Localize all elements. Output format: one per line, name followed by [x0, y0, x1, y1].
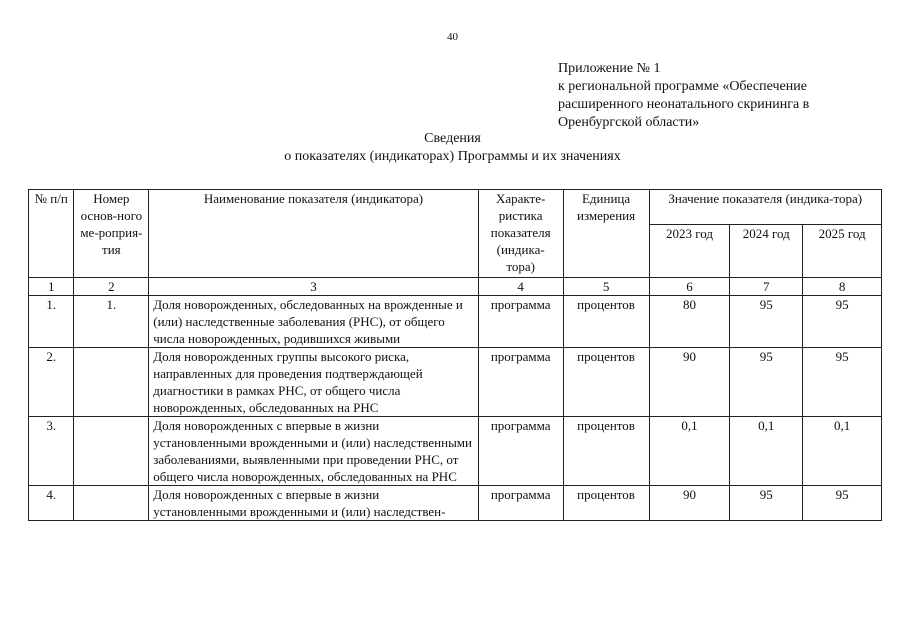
row-num: 2. [29, 348, 74, 417]
appendix-line: Оренбургской области» [558, 115, 700, 130]
indicators-table [28, 189, 882, 521]
table-row [29, 296, 882, 348]
row-value-2023: 0,1 [649, 417, 730, 486]
header-value-group: Значение показателя (индика-тора) [649, 190, 881, 225]
column-number: 1 [29, 278, 74, 296]
row-measure [74, 417, 149, 486]
row-measure [74, 486, 149, 521]
row-unit: процентов [563, 486, 649, 521]
header-num: № п/п [29, 190, 74, 278]
page-number: 40 [447, 31, 458, 43]
row-value-2024: 0,1 [730, 417, 803, 486]
column-number: 5 [563, 278, 649, 296]
row-num: 4. [29, 486, 74, 521]
header-characteristic: Характе-ристика показателя (индика-тора) [478, 190, 563, 278]
table-row [29, 417, 882, 486]
column-number: 4 [478, 278, 563, 296]
header-name: Наименование показателя (индикатора) [149, 190, 478, 278]
header-year-2025: 2025 год [803, 225, 882, 278]
row-value-2025: 0,1 [803, 417, 882, 486]
appendix-note [558, 60, 878, 132]
row-value-2023: 90 [649, 486, 730, 521]
row-unit: процентов [563, 296, 649, 348]
header-year-2024: 2024 год [730, 225, 803, 278]
appendix-line: расширенного неонатального скрининга в [558, 97, 810, 112]
row-value-2024: 95 [730, 296, 803, 348]
column-number: 2 [74, 278, 149, 296]
row-measure [74, 348, 149, 417]
table-row [29, 486, 882, 521]
row-characteristic: программа [478, 348, 563, 417]
row-unit: процентов [563, 348, 649, 417]
row-indicator-name: Доля новорожденных с впервые в жизни установленными врожденными и (или) наследственными заболеваниями, выявленными при проведении РНС, от общего числа новорожденных, обследованных на РНС [149, 417, 478, 486]
row-value-2024: 95 [730, 486, 803, 521]
header-unit: Единица измерения [563, 190, 649, 278]
row-characteristic: программа [478, 486, 563, 521]
row-measure: 1. [74, 296, 149, 348]
row-indicator-name: Доля новорожденных с впервые в жизни установленными врожденными и (или) наследствен- [149, 486, 478, 521]
header-row [29, 190, 882, 225]
header-year-2023: 2023 год [649, 225, 730, 278]
row-indicator-name: Доля новорожденных, обследованных на врожденные и (или) наследственные заболевания (РНС), от общего числа новорожденных, родившихся живыми [149, 296, 478, 348]
table-row [29, 348, 882, 417]
appendix-line: Приложение № 1 [558, 61, 661, 76]
column-number-row [29, 278, 882, 296]
column-number: 3 [149, 278, 478, 296]
row-value-2023: 80 [649, 296, 730, 348]
row-value-2025: 95 [803, 486, 882, 521]
heading-subtitle: о показателях (индикаторах) Программы и их значениях [284, 149, 621, 164]
row-value-2023: 90 [649, 348, 730, 417]
column-number: 8 [803, 278, 882, 296]
row-num: 3. [29, 417, 74, 486]
row-characteristic: программа [478, 296, 563, 348]
appendix-line: к региональной программе «Обеспечение [558, 79, 807, 94]
row-value-2025: 95 [803, 348, 882, 417]
header-measure: Номер основ-ного ме-роприя-тия [74, 190, 149, 278]
document-heading [0, 130, 905, 166]
row-unit: процентов [563, 417, 649, 486]
row-value-2025: 95 [803, 296, 882, 348]
row-num: 1. [29, 296, 74, 348]
column-number: 7 [730, 278, 803, 296]
row-indicator-name: Доля новорожденных группы высокого риска, направленных для проведения подтверждающей диагностики в рамках РНС, от общего числа новорожденных, обследованных на РНС [149, 348, 478, 417]
row-characteristic: программа [478, 417, 563, 486]
column-number: 6 [649, 278, 730, 296]
row-value-2024: 95 [730, 348, 803, 417]
heading-title: Сведения [424, 131, 481, 146]
